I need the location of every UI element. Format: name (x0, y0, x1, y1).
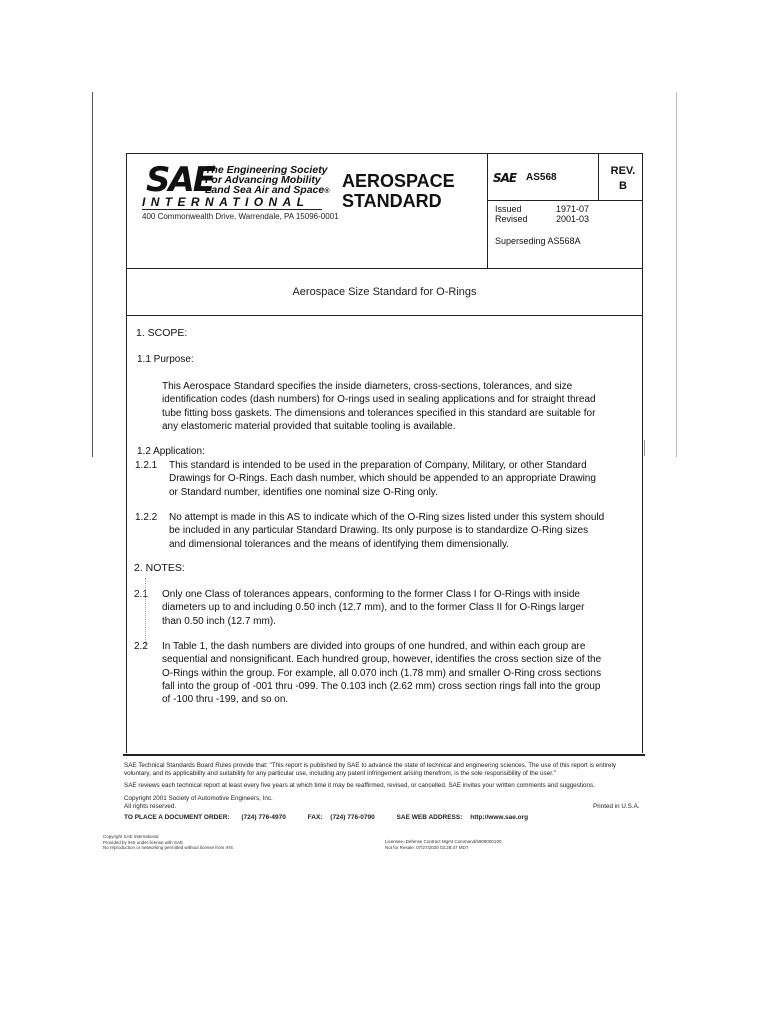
fax-label: FAX: (307, 814, 323, 821)
scan-edge-right-lower (644, 440, 645, 456)
header-divider (126, 268, 643, 269)
section-2-2-text (162, 640, 601, 706)
license-stamp-left (103, 834, 233, 851)
issued-label: Issued (495, 204, 522, 214)
society-line-1: The Engineering Society (205, 164, 328, 176)
text-line: No attempt is made in this AS to indicate which of the O-Ring sizes listed under this system should (169, 512, 605, 523)
text-line: sequential and nonsignificant. Each hundred group, however, identifies the cross section size of the (162, 654, 602, 666)
order-label: TO PLACE A DOCUMENT ORDER: (124, 814, 230, 821)
section-2-1-number: 2.1 (134, 589, 148, 600)
web-label: SAE WEB ADDRESS: (396, 814, 463, 821)
rev-box-bottom (487, 200, 643, 201)
footer-rule (123, 754, 645, 756)
text-line: This Aerospace Standard specifies the inside diameters, cross-sections, tolerances, and size (162, 381, 573, 392)
text-line: identification codes (dash numbers) for O-rings used in sealing applications and for straight thread (162, 394, 596, 406)
text-line: Only one Class of tolerances appears, conforming to the former Class I for O-Rings with inside (162, 589, 580, 600)
text-line: of -100 thru -199, and so on. (162, 694, 289, 706)
text-line: be included in any particular Standard Drawing. Its only purpose is to standardize O-Ring sizes (169, 525, 589, 537)
issued-value: 1971-07 (556, 204, 590, 214)
revision-box (608, 164, 638, 194)
text-line: Drawings for O-Rings. Each dash number, which should be appended to an appropriate Drawing (169, 473, 596, 485)
text-line: Copyright SAE International (103, 834, 159, 839)
section-1-2-1-text (169, 459, 596, 499)
text-line: tube fitting boss gaskets. The dimensions and tolerances specified in this standard are suitable for (162, 407, 596, 419)
rights-line: All rights reserved. (124, 803, 177, 810)
sae-logo: SAE (146, 160, 215, 200)
review-notice: SAE reviews each technical report at least every five years at which time it may be reaffirmed, revised, or cancelled. SAE invites your written comments and suggestions. (124, 782, 595, 789)
society-line-2: For Advancing Mobility (205, 174, 321, 186)
order-phone: (724) 776-4970 (241, 814, 286, 821)
scan-artifact (145, 578, 146, 648)
text-line: fall into the group of -001 thru -099. The 0.103 inch (2.62 mm) cross section rings fall into the group (162, 680, 601, 692)
text-line: No reproduction or networking permitted without license from IHS (103, 845, 234, 850)
license-stamp-right (385, 839, 501, 850)
text-line: than 0.50 inch (12.7 mm). (162, 615, 276, 627)
document-number: AS568 (526, 172, 557, 183)
text-line: Licensee=Defense Contract Mgmt Command/5908000100 (385, 839, 502, 844)
sae-mark-small: SAE (493, 171, 517, 185)
text-line: SAE Technical Standards Board Rules provide that: "This report is published by SAE to advance the state of technical and engineering sciences. The use of this report is entirely (124, 762, 617, 769)
section-2-2-number: 2.2 (134, 641, 148, 652)
section-1-1-text (162, 380, 596, 433)
scan-edge-right (676, 92, 677, 457)
scan-edge-left (92, 92, 93, 457)
text-line: voluntary, and its applicability and suitability for any particular use, including any patent infringement arising therefrom, is the sole responsibility of the user." (124, 770, 556, 777)
text-line: any elastomeric material provided that suitable tooling is available. (162, 420, 456, 432)
international-wordmark: INTERNATIONAL (142, 195, 310, 209)
section-1-1-heading: 1.1 Purpose: (137, 354, 194, 365)
supersedes-note: Superseding AS568A (495, 236, 581, 246)
section-1-2-1-number: 1.2.1 (135, 460, 158, 471)
rev-label: REV. (610, 165, 636, 177)
fax-value: (724) 776-0790 (330, 814, 375, 821)
title-divider (126, 315, 643, 316)
registered-mark: ® (324, 188, 330, 195)
copyright-block (124, 795, 273, 811)
section-1-2-2-number: 1.2.2 (135, 512, 158, 523)
section-2-heading: 2. NOTES: (134, 562, 185, 574)
revised-value: 2001-03 (556, 214, 590, 224)
rev-value: B (619, 180, 627, 192)
document-type (342, 171, 455, 211)
section-1-heading: 1. SCOPE: (136, 327, 188, 339)
section-2-1-text (162, 588, 584, 628)
text-line: or Standard number, identifies one nominal size O-Ring only. (169, 486, 438, 498)
text-line: and dimensional tolerances and the means of identifying them dimensionally. (169, 538, 510, 550)
section-1-2-2-text (169, 511, 604, 551)
header-vertical-divider (487, 153, 488, 268)
text-line: In Table 1, the dash numbers are divided into groups of one hundred, and within each group are (162, 641, 586, 652)
text-line: diameters up to and including 0.50 inch (12.7 mm), and to the former Class II for O-Rings larger (162, 602, 585, 614)
document-type-line-1: AEROSPACE (342, 171, 455, 191)
document-title: Aerospace Size Standard for O-Rings (292, 286, 477, 298)
wordmark-rule (142, 209, 322, 210)
text-line: Not for Resale, 07/27/2020 03:28:47 MDT (385, 844, 469, 850)
text-line: O-Rings within the group. For example, all 0.070 inch (1.78 mm) and smaller O-Ring cross sections (162, 667, 602, 679)
text-line: Provided by IHS under license with SAE (103, 839, 184, 845)
sae-address: 400 Commonwealth Drive, Warrendale, PA 15096-0001 (142, 212, 339, 221)
section-1-2-heading: 1.2 Application: (137, 446, 205, 457)
order-line (124, 814, 528, 822)
text-line: This standard is intended to be used in the preparation of Company, Military, or other Standard (169, 460, 587, 471)
board-rules-notice (124, 762, 616, 778)
revised-label: Revised (495, 214, 528, 224)
web-address-link[interactable]: http://www.sae.org (470, 814, 529, 821)
rev-box-divider (598, 153, 599, 200)
document-type-line-2: STANDARD (342, 191, 442, 211)
copyright-line: Copyright 2001 Society of Automotive Engineers, Inc. (124, 795, 273, 802)
society-line-3: Land Sea Air and Space® (205, 184, 330, 196)
issue-dates (495, 204, 589, 224)
society-tagline (205, 165, 329, 197)
printed-in: Printed in U.S.A. (593, 803, 640, 810)
